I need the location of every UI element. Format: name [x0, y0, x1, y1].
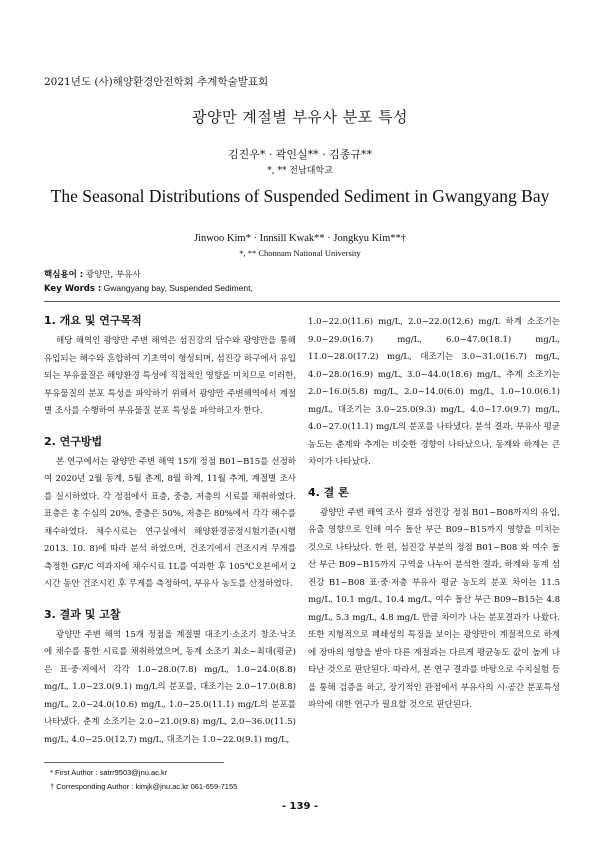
- section-overview-body: 해당 해역인 광양만 주변 해역은 섬진강의 담수와 광양만을 통해 유입되는 해수와 혼합하여 기초역이 형성되며, 섬진강 하구에서 유입되는 부유물질은 해양환경 특성에 직접적인 영향을 미치므로 이러한, 부유물질의 분포 특성을 파악하기 위해서 광양만 주변해역에서 계절별 조사를 수행하여 부유물질 분포 특성을 파악하고자 한다.: [44, 336, 296, 416]
- keywords-english-label: Key Words :: [44, 284, 102, 294]
- english-title: The Seasonal Distributions of Suspended Sediment in Gwangyang Bay: [50, 186, 550, 206]
- footnote-divider: [44, 762, 224, 763]
- page-number: - 139 -: [281, 801, 319, 812]
- footnote-corresponding-author: † Corresponding Author : kimjk@jnu.ac.kr 061-659-7155: [50, 782, 238, 791]
- keywords-english: [44, 283, 253, 294]
- korean-title: 광양만 계절별 부유사 분포 특성: [192, 108, 408, 126]
- section-results-continued: [308, 314, 560, 472]
- header-divider: [44, 301, 560, 302]
- footnote-first-author: * First Author : satrr9503@jnu.ac.kr: [50, 768, 168, 777]
- english-affiliation: *, ** Chonnam National University: [239, 248, 361, 258]
- keywords-korean-text: 광양만, 부유사: [83, 270, 141, 280]
- section-methods-heading: 2. 연구방법: [44, 434, 103, 448]
- right-column: [308, 314, 560, 729]
- section-results-heading: 3. 결과 및 고찰: [44, 607, 121, 621]
- keywords-korean: [44, 268, 141, 280]
- section-conclusion: [308, 486, 560, 715]
- section-methods: [44, 435, 296, 594]
- section-conclusion-heading: 4. 결 론: [308, 485, 349, 499]
- korean-affiliation: *, ** 전남대학교: [267, 166, 333, 176]
- section-overview: [44, 314, 296, 421]
- keywords-english-text: Gwangyang bay, Suspended Sediment,: [101, 283, 253, 293]
- left-column: [44, 314, 296, 763]
- keywords-korean-label: 핵심용어 :: [44, 270, 84, 280]
- korean-authors: 김진우* · 곽인실** · 김종규**: [227, 148, 373, 161]
- section-results-body-right: 1.0~22.0(11.6) mg/L, 2.0~22.0(12.6) mg/L 하계 소조기는 9.0~29.0(16.7) mg/L, 6.0~47.0(18.1) mg/L, 11.0~28.0(17.2) mg/L, 대조기는 3.0~31.0(16.7) mg/L, 4.0~28.0(16.9) mg/L, 3.0~44.0(18.6) mg/L, 추계 소조기는 2.0~16.0(5.8) mg/L, 2.0~14.0(6.0) mg/L, 1.0~10.0(6.1) mg/L, 대조기는 3.0~25.0(9.3) mg/L, 4.0~17.0(9.7) mg/L, 4.0~27.0(11.1) mg/L의 분포를 나타냈다. 분석 결과, 부유사 평균농도는 춘계와 추계는 비슷한 경향이 나타났으나, 동계와 하계는 큰 차이가 나타났다.: [308, 317, 560, 467]
- section-overview-heading: 1. 개요 및 연구목적: [44, 314, 142, 327]
- section-conclusion-body: 광양만 주변 해역 조사 결과 섬진강 정점 B01~B08까지의 유입, 유출 영향으로 인해 여수 돌산 부근 B09~B15까지 영향을 미치는 것으로 나타났다. 한 편, 섬진강 부분의 정점 B01~B08 와 여수 돌산 부근 B09~B15까지 구역을 나누어 분석한 결과, 하계와 동계 섬진강 B1~B08 표·중·저층 부유사 평균 농도의 분포 차이는 11.5 mg/L, 10.1 mg/L, 10.4 mg/L, 여수 돌산 부근 B09~B15는 4.8 mg/L, 5.3 mg/L, 4.8 mg/L 만큼 차이가 나는 분포결과가 나왔다. 또한 지형적으로 폐쇄성의 특징을 보이는 광양만이 계절적으로 하계에 장마의 영향을 받아 다른 계절과는 다르게 평균농도 값이 높게 나타난 것으로 판단된다. 따라서, 본 연구 결과를 바탕으로 수치실험 등을 통해 검증을 하고, 장기적인 관점에서 부유사의 시·공간 분포특성 파악에 대한 연구가 필요할 것으로 판단된다.: [308, 507, 560, 710]
- english-authors: Jinwoo Kim* · Innsill Kwak** · Jongkyu Kim**†: [193, 233, 407, 244]
- section-results: [44, 608, 296, 750]
- conference-header: 2021년도 (사)해양환경안전학회 추계학술발표회: [44, 76, 269, 88]
- section-results-body-left: 광양만 주변 해역 15개 정점을 계절별 대조기·소조기 창조·낙조에 채수를 통한 시료를 채취하였으며, 동계 소조기 최소~최대(평균)은 표·중·저에서 각각 1.0~28.0(7.8) mg/L, 1.0~24.0(8.8) mg/L, 1.0~23.0(9.1) mg/L의 분포를, 대조기는 2.0~17.0(8.8) mg/L, 2.0~24.0(10.6) mg/L, 1.0~25.0(11.1) mg/L의 분포를 나타냈다. 춘계 소조기는 2.0~21.0(9.8) mg/L, 2.0~36.0(11.5) mg/L, 4.0~25.0(12.7) mg/L, 대조기는 1.0~22.0(9.1) mg/L,: [44, 629, 296, 745]
- section-methods-body: 본 연구에서는 광양만 주변 해역 15개 정점 B01~B15를 선정하여 2020년 2월 동계, 5월 춘계, 8월 하계, 11월 추계, 계절별 조사를 실시하였다. 각 정점에서 표층, 중층, 저층의 시료를 채취하였다. 표층은 총 수심의 20%, 중층은 50%, 저층은 80%에서 각각 해수를 채수하였다. 채수시료는 연구실에서 해양환경공정시험기준(시행 2013. 10. 8)에 따라 분석 하였으며, 건조기에서 건조시켜 무게를 측정한 GF/C 여과지에 채수시료 1L를 여과한 후 105℃오븐에서 2시간 동안 건조시킨 후 무게를 측정하여, 부유사 농도를 산정하였다.: [44, 456, 296, 589]
